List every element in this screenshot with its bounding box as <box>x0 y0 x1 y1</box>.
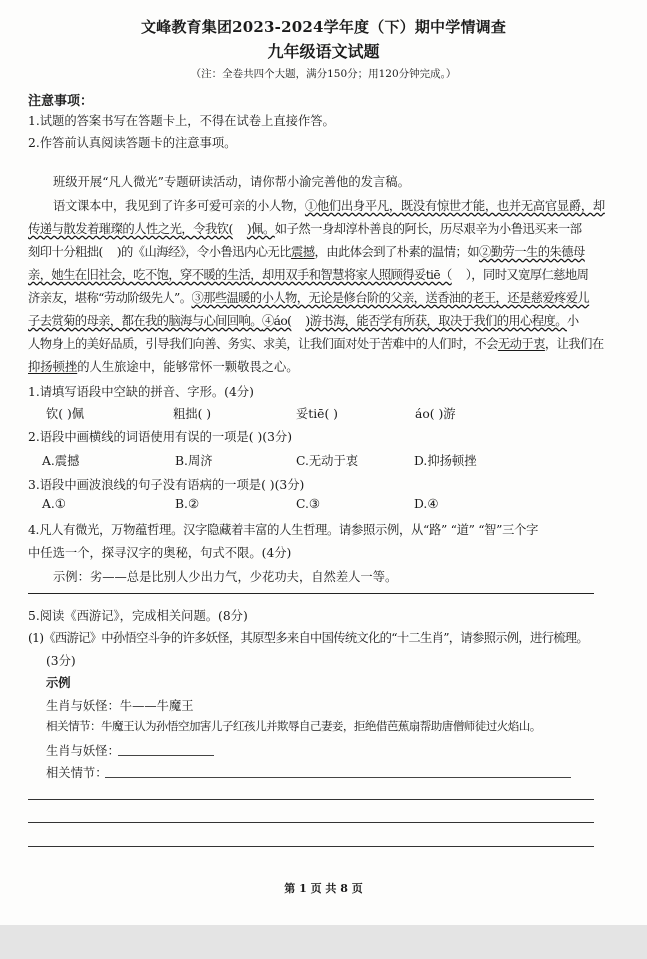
underlined-word-zhenhan: 震撼 <box>291 245 315 259</box>
passage-text: ，由此体会到了朴素的温情；如 <box>314 245 480 259</box>
q5-sub1-line-2: (3分) <box>46 654 76 668</box>
passage-text: ，让我们在 <box>544 337 604 351</box>
q1-item-4: áo( )游 <box>415 407 456 421</box>
passage-text: )的《山海经》，令小鲁迅内心无比 <box>116 245 292 259</box>
q2-stem: 2.语段中画横线的词语使用有误的一项是( )(3分) <box>28 430 292 444</box>
q5-example-zodiac: 生肖与妖怪：牛——牛魔王 <box>46 699 194 713</box>
q4-example: 示例：劣——总是比别人少出力气，少花功夫，自然差人一等。 <box>53 570 398 584</box>
q4-stem-line-2: 中任选一个，探寻汉字的奥秘，句式不限。(4分) <box>28 546 292 560</box>
passage-line-5 <box>28 288 589 306</box>
passage-line-4 <box>28 265 588 283</box>
q3-option-d: D.④ <box>414 497 439 511</box>
q3-option-c: C.③ <box>296 497 320 511</box>
passage-intro: 班级开展“凡人微光”专题研读活动，请你帮小渝完善他的发言稿。 <box>53 175 410 189</box>
notice-item-2: 2.作答前认真阅读答题卡的注意事项。 <box>28 136 237 150</box>
passage-line-2 <box>28 219 582 237</box>
q1-item-2: 粗拙( ) <box>173 407 212 421</box>
wavy-sentence-4: ④áo( <box>261 314 292 328</box>
q5-blank-plot-label: 相关情节： <box>46 766 108 780</box>
q2-option-d: D.抑扬顿挫 <box>414 454 477 468</box>
viewer-background <box>0 925 647 959</box>
passage-line-1 <box>53 196 605 214</box>
q5-sub1-line-1: (1)《西游记》中孙悟空斗争的许多妖怪，其原型多来自中国传统文化的“十二生肖”，请参照示例，进行梳理。 <box>28 631 588 645</box>
passage-text: 如子然一身却淳朴善良的阿长，历尽艰辛为小鲁迅买来一部 <box>274 222 582 236</box>
wavy-sentence-2: ②勤劳一生的朱德母 <box>479 245 585 259</box>
q5-blank-zodiac-label: 生肖与妖怪： <box>46 744 120 758</box>
passage-line-3 <box>28 242 585 260</box>
underlined-word-wudongyuzhong: 无动于衷 <box>497 337 545 351</box>
wavy-sentence-3-cont: 子去赏菊的母亲，都在我的脑海与心间回响。 <box>28 314 262 328</box>
passage-line-6 <box>28 311 579 329</box>
exam-title: 文峰教育集团2023-2024学年度（下）期中学情调查 <box>140 18 507 36</box>
q5-stem: 5.阅读《西游记》，完成相关问题。(8分) <box>28 609 248 623</box>
q3-option-a: A.① <box>42 497 66 511</box>
notice-item-1: 1.试题的答案书写在答题卡上，不得在试卷上直接作答。 <box>28 114 335 128</box>
wavy-sentence-4-cont: )游书海，能否学有所获，取决于我们的用心程度。 <box>305 314 567 328</box>
passage-text: ），同时又宽厚仁慈地周 <box>465 268 589 282</box>
passage-text: 的人生旅途中，能够常怀一颗敬畏之心。 <box>77 360 299 374</box>
page-number: 第 1 页 共 8 页 <box>284 882 363 895</box>
passage-text: 人物身上的美好品质，引导我们向善、务实、求美，让我们面对处于苦难中的人们时，不会 <box>28 337 498 351</box>
passage-text: 小 <box>566 314 579 328</box>
wavy-sentence-1-end: )佩。 <box>246 222 275 236</box>
q1-stem: 1.请填写语段中空缺的拼音、字形。(4分) <box>28 385 254 399</box>
answer-line-zodiac <box>118 755 214 756</box>
section-divider <box>28 593 594 594</box>
q3-option-b: B.② <box>175 497 199 511</box>
answer-line <box>28 846 594 847</box>
q5-example-plot: 相关情节：牛魔王认为孙悟空加害儿子红孩儿并欺辱自己妻妾，拒绝借芭蕉扇帮助唐僧师徒过火焰山。 <box>46 719 541 733</box>
wavy-sentence-3: ③那些温暖的小人物，无论是修台阶的父亲，送香油的老王，还是慈爱疼爱儿 <box>191 291 590 305</box>
q1-item-3: 妥tiē( ) <box>296 407 338 421</box>
q2-option-a: A.震撼 <box>42 454 80 468</box>
q5-example-label: 示例 <box>46 675 71 690</box>
wavy-sentence-1: ①他们出身平凡，既没有惊世才能，也并无高官显爵，却 <box>304 199 605 213</box>
exam-note: （注：全卷共四个大题，满分150分；用120分钟完成。） <box>190 68 457 80</box>
underlined-word-yiyangdunchuo: 抑扬顿挫 <box>28 360 78 374</box>
passage-line-8 <box>28 357 299 375</box>
exam-subtitle: 九年级语文试题 <box>267 42 380 61</box>
passage-text: 济亲友，堪称“劳动阶级先人”。 <box>28 291 192 305</box>
passage-text: 语文课本中，我见到了许多可爱可亲的小人物， <box>53 199 305 213</box>
q2-option-b: B.周济 <box>175 454 213 468</box>
passage-text: 刻印十分粗拙( <box>28 245 103 259</box>
wavy-sentence-1-cont: 传递与散发着璀璨的人性之光，令我钦( <box>28 222 233 236</box>
answer-line <box>28 822 594 823</box>
q3-stem: 3.语段中画波浪线的句子没有语病的一项是( )(3分) <box>28 478 305 492</box>
wavy-sentence-2-cont: 亲，她生在旧社会，吃不饱，穿不暖的生活，却用双手和智慧将家人照顾得妥tiē（ <box>28 268 452 282</box>
q4-stem-line-1: 4.凡人有微光，万物蕴哲理。汉字隐藏着丰富的人生哲理。请参照示例，从“路” “道” “智”三个字 <box>28 523 539 537</box>
q1-item-1: 钦( )佩 <box>46 407 85 421</box>
notice-heading: 注意事项： <box>28 94 94 109</box>
q2-option-c: C.无动于衷 <box>296 454 359 468</box>
answer-line-plot <box>105 777 571 778</box>
passage-line-7 <box>28 334 604 352</box>
answer-line <box>28 799 594 800</box>
